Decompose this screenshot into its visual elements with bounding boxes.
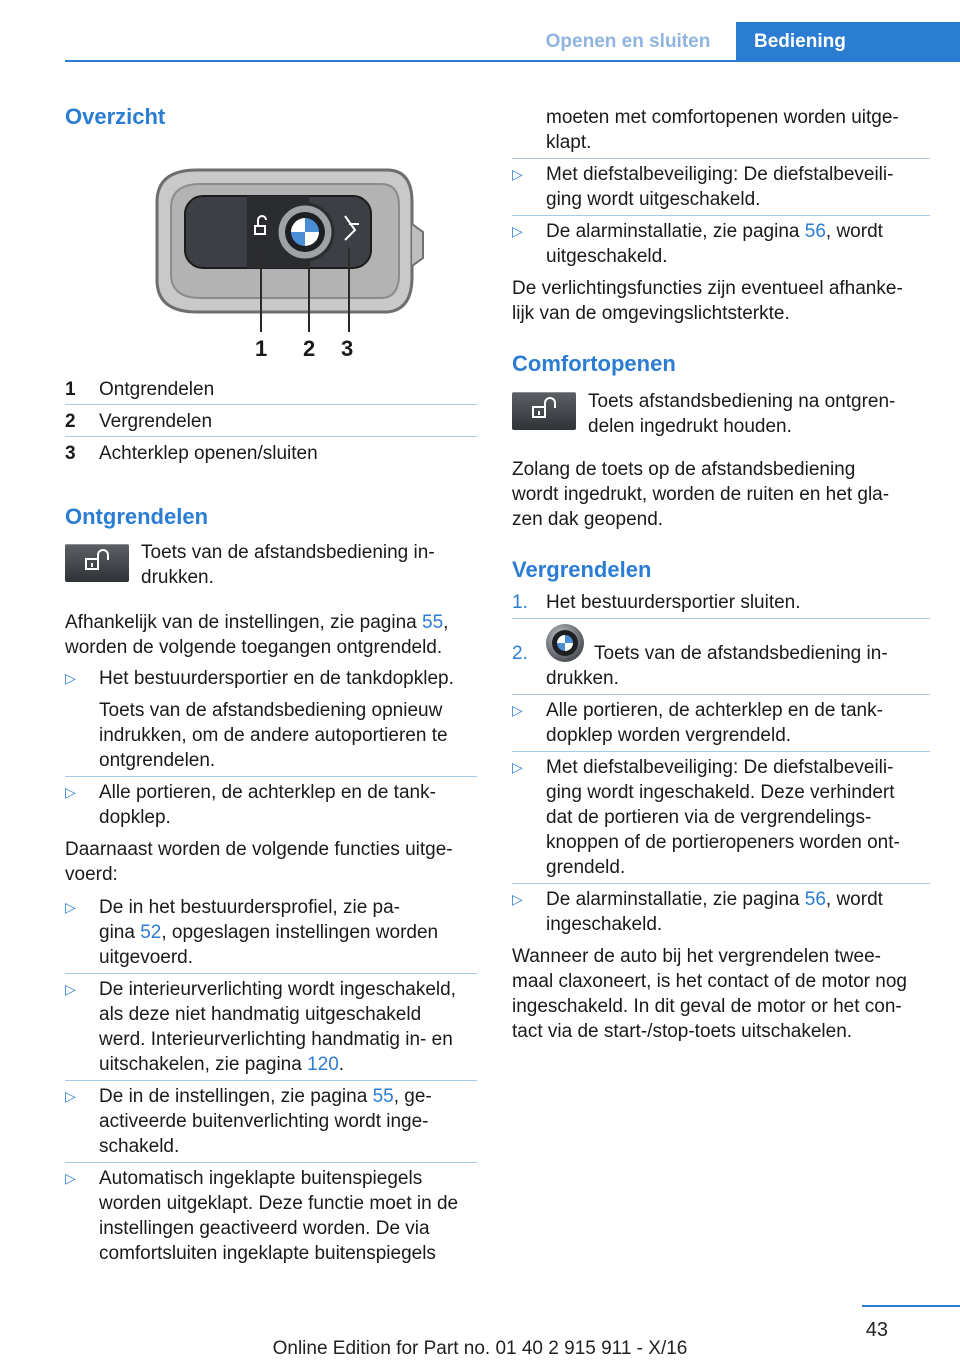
button-desc: drukken. (141, 567, 214, 588)
paragraph: De verlichtingsfuncties zijn eventueel afhanke- (512, 278, 903, 299)
page-link-55[interactable]: 55 (422, 612, 444, 633)
paragraph: Daarnaast worden de volgende functies uitge- (65, 839, 453, 860)
paragraph: ingeschakeld. In dit geval de motor or het con- (512, 996, 902, 1017)
header-rule (65, 60, 960, 62)
legend-num: 1 (65, 379, 76, 400)
legend-text: Achterklep openen/sluiten (99, 443, 318, 464)
list-text: uitgeschakeld. (546, 246, 668, 267)
list-text: knoppen of de portieropeners worden ont- (546, 832, 900, 853)
header-section[interactable]: Openen en sluiten (545, 31, 711, 52)
list-text: ging wordt ingeschakeld. Deze verhindert (546, 782, 895, 803)
paragraph: wordt ingedrukt, worden de ruiten en het gla- (512, 484, 890, 505)
step-text: Toets van de afstandsbediening in- (594, 643, 888, 664)
divider (512, 618, 930, 619)
divider (65, 404, 477, 405)
step-text: drukken. (546, 668, 619, 689)
unlock-button-icon (65, 544, 129, 582)
triangle-bullet-icon: ▷ (512, 759, 523, 775)
divider (65, 973, 477, 974)
button-desc: Toets van de afstandsbediening in- (141, 542, 435, 563)
paragraph: zen dak geopend. (512, 509, 664, 530)
list-text: ging wordt uitgeschakeld. (546, 189, 761, 210)
list-text: grendeld. (546, 857, 626, 878)
page-link-56b[interactable]: 56 (804, 889, 826, 910)
heading-overzicht: Overzicht (65, 104, 166, 129)
paragraph: maal claxoneert, is het contact of de motor nog (512, 971, 907, 992)
legend-num: 3 (65, 443, 76, 464)
list-text: klapt. (546, 132, 592, 153)
list-text: ontgrendelen. (99, 750, 216, 771)
button-desc: Toets afstandsbediening na ontgren- (588, 391, 896, 412)
triangle-bullet-icon: ▷ (65, 1170, 76, 1186)
triangle-bullet-icon: ▷ (65, 1088, 76, 1104)
legend-text: Ontgrendelen (99, 379, 215, 400)
legend-num: 2 (65, 411, 76, 432)
callout-2: 2 (303, 336, 316, 361)
triangle-bullet-icon: ▷ (512, 166, 523, 182)
list-text: indrukken, om de andere autoportieren te (99, 725, 448, 746)
list-text: moeten met comfortopenen worden uitge- (546, 107, 899, 128)
list-text: werd. Interieurverlichting handmatig in- en (99, 1029, 453, 1050)
divider (512, 215, 930, 216)
list-text: ingeschakeld. (546, 914, 663, 935)
triangle-bullet-icon: ▷ (65, 784, 76, 800)
page-number: 43 (865, 1319, 888, 1341)
list-text: uitschakelen, zie pagina 120. (99, 1054, 345, 1075)
footer-rule (862, 1305, 960, 1307)
triangle-bullet-icon: ▷ (65, 670, 76, 686)
triangle-bullet-icon: ▷ (512, 891, 523, 907)
paragraph: Zolang de toets op de afstandsbediening (512, 459, 856, 480)
heading-vergrendelen: Vergrendelen (512, 557, 652, 582)
list-text: uitgevoerd. (99, 947, 194, 968)
intro-line: Afhankelijk van de instellingen, zie pagina 55, (65, 612, 449, 633)
callout-1: 1 (255, 336, 268, 361)
list-text: instellingen geactiveerd worden. De via (99, 1218, 430, 1239)
edition-footer: Online Edition for Part no. 01 40 2 915 911 - X/16 (272, 1338, 688, 1359)
divider (65, 1162, 477, 1163)
bmw-lock-button-icon (546, 624, 584, 662)
paragraph: Wanneer de auto bij het vergrendelen twee- (512, 946, 881, 967)
divider (512, 883, 930, 884)
heading-comfortopenen: Comfortopenen (512, 351, 676, 376)
page-link-52[interactable]: 52 (140, 922, 162, 943)
list-text: Toets van de afstandsbediening opnieuw (99, 700, 443, 721)
button-desc: delen ingedrukt houden. (588, 416, 792, 437)
list-text: dat de portieren via de vergrendelings- (546, 807, 872, 828)
step-num: 2. (512, 643, 528, 664)
header-chapter[interactable]: Bediening (736, 22, 960, 60)
page-link-56[interactable]: 56 (804, 221, 826, 242)
divider (65, 436, 477, 437)
list-text: als deze niet handmatig uitgeschakeld (99, 1004, 422, 1025)
triangle-bullet-icon: ▷ (512, 223, 523, 239)
key-fob-illustration (137, 162, 427, 358)
divider (65, 1080, 477, 1081)
list-text: comfortsluiten ingeklapte buitenspiegels (99, 1243, 436, 1264)
divider (65, 776, 477, 777)
intro-line: worden de volgende toegangen ontgrendeld. (65, 637, 443, 658)
triangle-bullet-icon: ▷ (65, 899, 76, 915)
list-text: worden uitgeklapt. Deze functie moet in de (99, 1193, 459, 1214)
unlock-button-icon (512, 392, 576, 430)
step-num: 1. (512, 592, 528, 613)
page-header (0, 22, 960, 62)
page-link-55b[interactable]: 55 (372, 1086, 394, 1107)
paragraph: voerd: (65, 864, 118, 885)
callout-3: 3 (341, 336, 354, 361)
page-link-120[interactable]: 120 (307, 1054, 339, 1075)
triangle-bullet-icon: ▷ (65, 981, 76, 997)
paragraph: tact via de start-/stop-toets uitschakelen. (512, 1021, 853, 1042)
list-text: dopklep. (99, 807, 171, 828)
list-text: activeerde buitenverlichting wordt inge- (99, 1111, 429, 1132)
heading-ontgrendelen: Ontgrendelen (65, 504, 209, 529)
list-text: schakeld. (99, 1136, 180, 1157)
divider (512, 158, 930, 159)
list-text: dopklep worden vergrendeld. (546, 725, 792, 746)
list-text: gina 52, opgeslagen instellingen worden (99, 922, 439, 943)
legend-text: Vergrendelen (99, 411, 213, 432)
paragraph: lijk van de omgevingslichtsterkte. (512, 303, 790, 324)
divider (512, 751, 930, 752)
triangle-bullet-icon: ▷ (512, 702, 523, 718)
divider (512, 694, 930, 695)
